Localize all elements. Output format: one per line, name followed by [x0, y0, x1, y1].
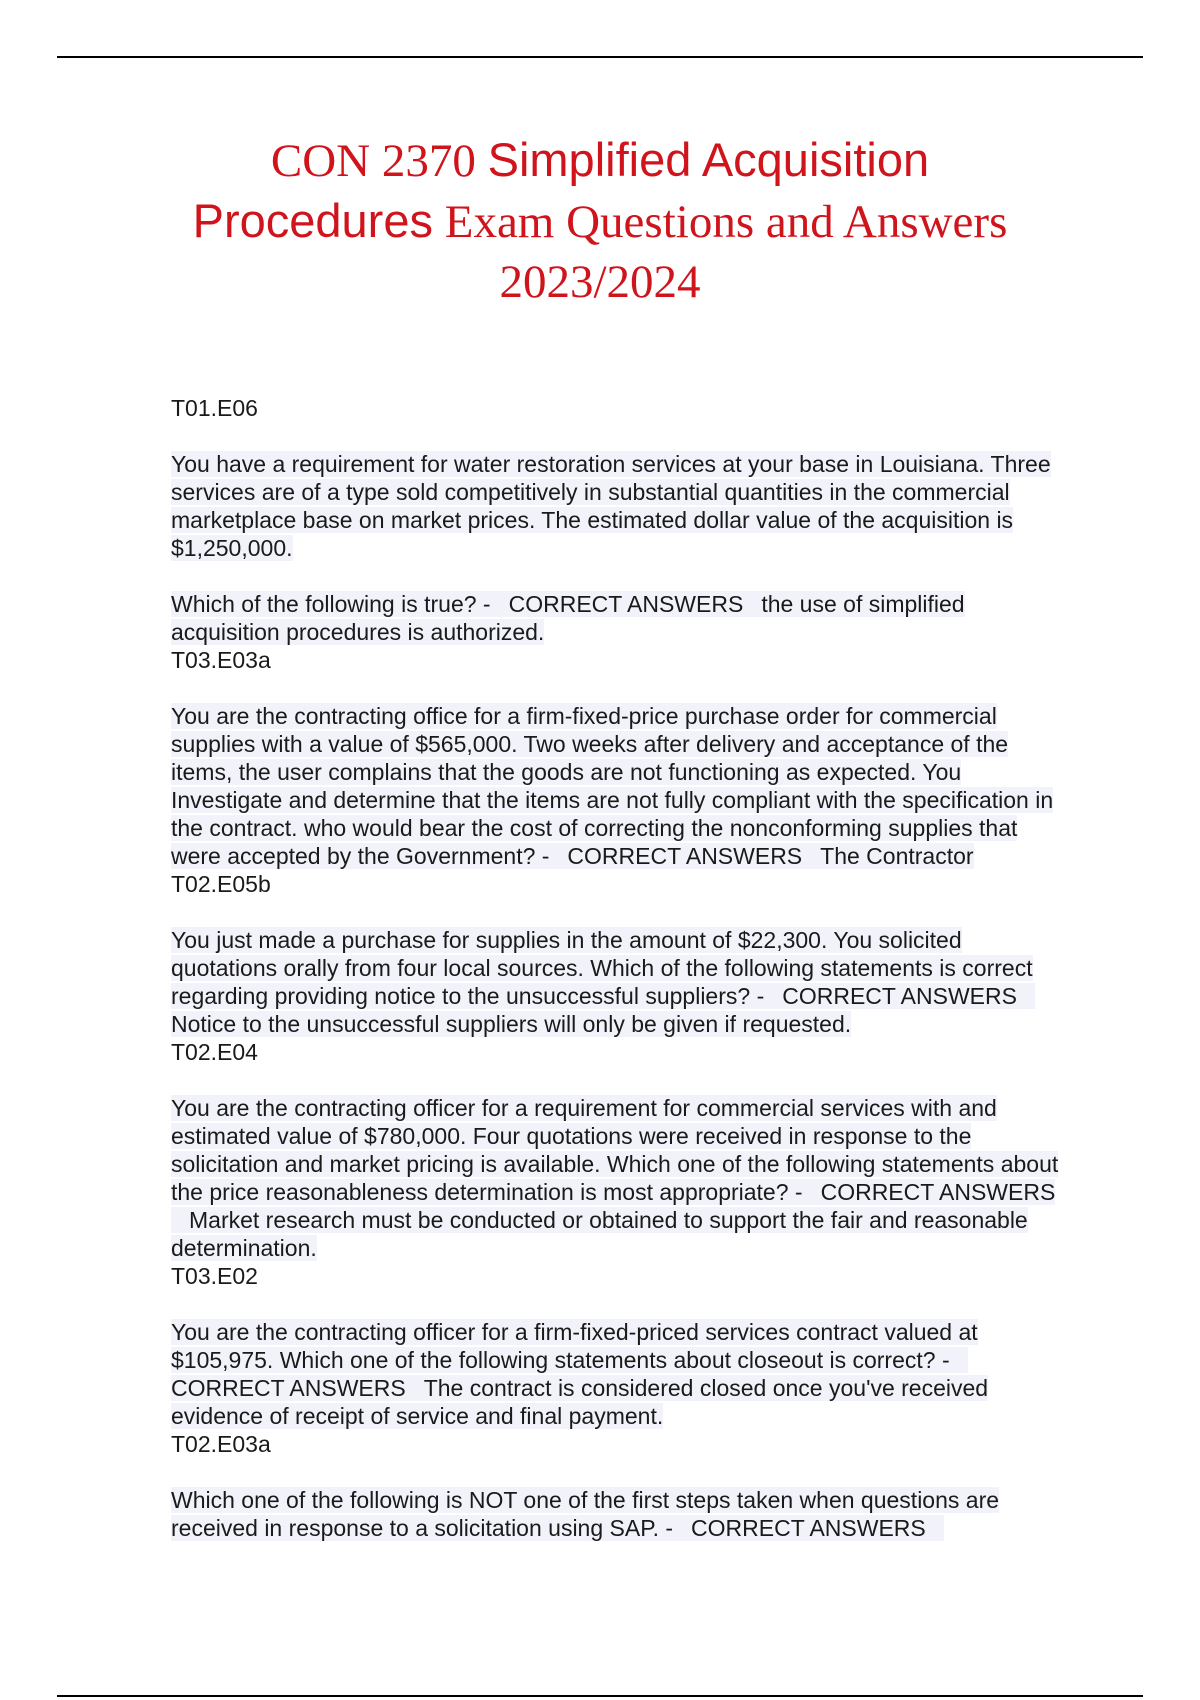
answer-label: CORRECT ANSWERS	[171, 1375, 406, 1401]
answer-label: CORRECT ANSWERS	[567, 843, 803, 869]
answer-label: CORRECT ANSWERS	[820, 1179, 1056, 1205]
question-code: T03.E02	[171, 1263, 258, 1289]
title-year: 2023/2024	[499, 256, 701, 308]
question-text: You just made a purchase for supplies in the amount of $22,300. You solicited quotations orally from four local sources. Which of the following statements is correct regarding providing notice to the unsuccessful suppliers? -	[171, 927, 1033, 1009]
answer-text: Market research must be conducted or obtained to support the fair and reasonable determination.	[171, 1207, 1028, 1261]
answer-text: Notice to the unsuccessful suppliers will only be given if requested.	[171, 1011, 852, 1037]
question-answer	[171, 590, 1071, 646]
answer-text: The Contractor	[820, 843, 974, 869]
answer-label: CORRECT ANSWERS	[782, 983, 1017, 1009]
title-procedures: Procedures	[192, 194, 433, 247]
question-answer	[171, 702, 1071, 870]
title-exam: Exam Questions and Answers	[432, 196, 1008, 248]
question-intro: You have a requirement for water restoration services at your base in Louisiana. Three services are of a type sold competitively in substantial quantities in the commercial marketplace base on market prices. The estimated dollar value of the acquisition is $1,250,000.	[171, 451, 1051, 561]
question-answer	[171, 1094, 1071, 1262]
qa-content	[171, 394, 1071, 1542]
title-course-name: Simplified Acquisition	[487, 133, 930, 186]
answer-text: The contract is considered closed once you've received evidence of receipt of service and final payment.	[171, 1375, 989, 1429]
question-text: You are the contracting officer for a requirement for commercial services with and estimated value of $780,000. Four quotations were received in response to the solicitation and market pricing is available. Which one of the following statements about the price reasonableness determination is most appropriate? -	[171, 1095, 1059, 1205]
question-answer	[171, 1486, 1071, 1542]
header-rule	[57, 56, 1143, 58]
answer-text: the use of simplified acquisition procedures is authorized.	[171, 591, 965, 645]
question-text: Which of the following is true? -	[171, 591, 491, 617]
document-title	[100, 130, 1100, 312]
question-text: You are the contracting officer for a firm-fixed-priced services contract valued at $105,975. Which one of the following statements about closeout is correct? -	[171, 1319, 978, 1373]
question-text: You are the contracting office for a firm-fixed-price purchase order for commercial supplies with a value of $565,000. Two weeks after delivery and acceptance of the items, the user complains that the goods are not functioning as expected. You Investigate and determine that the items are not fully compliant with the specification in the contract. who would bear the cost of correcting the nonconforming supplies that were accepted by the Government? -	[171, 703, 1054, 869]
answer-label: CORRECT ANSWERS	[691, 1515, 926, 1541]
question-answer	[171, 926, 1071, 1038]
answer-label: CORRECT ANSWERS	[508, 591, 744, 617]
question-answer	[171, 1318, 1071, 1430]
question-text: Which one of the following is NOT one of the first steps taken when questions are received in response to a solicitation using SAP. -	[171, 1487, 1000, 1541]
question-code: T02.E05b	[171, 871, 271, 897]
question-code: T01.E06	[171, 395, 258, 421]
footer-rule	[57, 1695, 1143, 1697]
question-code: T02.E03a	[171, 1431, 271, 1457]
question-code: T03.E03a	[171, 647, 271, 673]
title-course-code: CON 2370	[270, 135, 488, 187]
question-code: T02.E04	[171, 1039, 258, 1065]
